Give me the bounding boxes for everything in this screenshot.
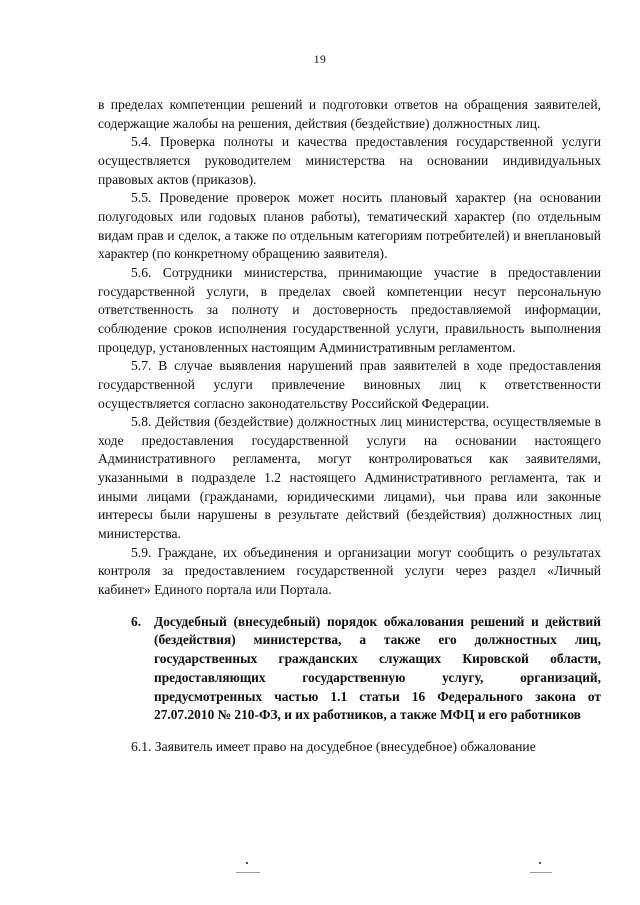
paragraph-5-8: 5.8. Действия (бездействие) должностных лиц министерства, осуществляемые в ходе предоставления государственной услуги на основании настоящего Административного регламента, могут контролироваться как заявителями, указанными в подразделе 1.2 настоящего Административного регламента, так и иными лицами (гражданами, юридическими лицами), чьи права или законные интересы были нарушены в результате действий (бездействия) должностных лиц министерства. (98, 414, 601, 542)
paragraph-5-7: 5.7. В случае выявления нарушений прав заявителей в ходе предоставления государственной услуги привлечение виновных лиц к ответственности осуществляется согласно законодательству Российской Федерации. (98, 358, 601, 411)
scan-line (236, 872, 260, 873)
section-heading-6 (98, 613, 601, 725)
scan-line (530, 872, 552, 873)
page-number: 19 (313, 54, 327, 66)
paragraph-5-4: 5.4. Проверка полноты и качества предоставления государственной услуги осуществляется руководителем министерства на основании индивидуальных правовых актов (приказов). (98, 134, 601, 187)
paragraph-5-5: 5.5. Проведение проверок может носить плановый характер (на основании полугодовых или годовых планов работы), тематический характер (по отдельным видам прав и сделок, а также по отдельным категориям потребителей) и внеплановый характер (по конкретному обращению заявителя). (98, 190, 601, 262)
section-heading-text: Досудебный (внесудебный) порядок обжалования решений и действий (бездействия) министерства, а также его должностных лиц, государственных гражданских служащих Кировской области, предоставляющих государственную услугу, организаций, предусмотренных частью 1.1 статьи 16 Федерального закона от 27.07.2010 № 210-ФЗ, и их работников, а также МФЦ и его работников (154, 613, 601, 723)
scan-speck (539, 862, 541, 864)
paragraph-continuation: в пределах компетенции решений и подготовки ответов на обращения заявителей, содержащие жалобы на решения, действия (бездействие) должностных лиц. (98, 97, 601, 131)
section-heading-number: 6. (131, 613, 142, 629)
paragraph-5-9: 5.9. Граждане, их объединения и организации могут сообщить о результатах контроля за предоставлением государственной услуги через раздел «Личный кабинет» Единого портала или Портала. (98, 544, 601, 598)
paragraph-5-6: 5.6. Сотрудники министерства, принимающие участие в предоставлении государственной услуги, в пределах своей компетенции несут персональную ответственность за полноту и достоверность предоставляемой информации, соблюдение сроков исполнения государственной услуги, правильность выполнения процедур, установленных настоящим Административным регламентом. (98, 264, 601, 355)
scan-speck (246, 862, 248, 864)
scan-artifacts (0, 858, 640, 888)
document-body (98, 96, 601, 757)
paragraph-6-1: 6.1. Заявитель имеет право на досудебное (внесудебное) обжалование (131, 738, 536, 754)
